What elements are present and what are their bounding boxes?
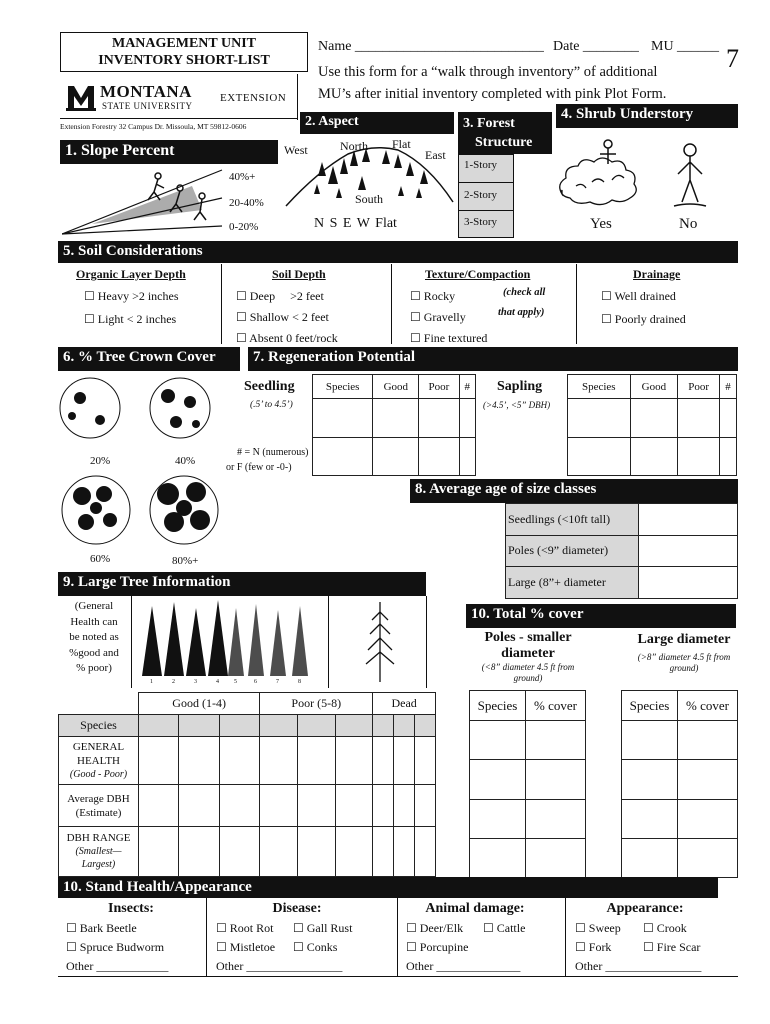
insects-title: Insects: xyxy=(108,901,154,916)
species-cell[interactable] xyxy=(394,715,415,737)
slope-illustration xyxy=(62,166,226,236)
sapling-table xyxy=(567,374,737,476)
slope-level-20-40[interactable]: 20-40% xyxy=(229,197,264,209)
seedling-cell[interactable] xyxy=(459,437,475,476)
aspect-south: South xyxy=(355,192,384,206)
poles-cell[interactable] xyxy=(470,760,526,799)
dbh-cell[interactable] xyxy=(394,785,415,827)
slope-level-40[interactable]: 40%+ xyxy=(229,171,256,183)
age-heading: 8. Average age of size classes xyxy=(410,479,738,503)
appearance-crook[interactable]: ☐ Crook xyxy=(643,921,687,936)
large-col-cover: % cover xyxy=(677,691,737,721)
sapling-cell[interactable] xyxy=(719,399,736,438)
mu-field[interactable]: MU ______ xyxy=(651,39,720,54)
disease-conks[interactable]: ☐ Conks xyxy=(293,940,337,955)
texture-heading: Texture/Compaction xyxy=(425,267,531,281)
crown-cover-icons xyxy=(58,372,228,568)
seedling-table xyxy=(312,374,476,476)
poles-cover-table xyxy=(469,690,586,878)
animal-cattle[interactable]: ☐ Cattle xyxy=(483,921,525,936)
species-cell[interactable] xyxy=(415,715,436,737)
large-cell[interactable] xyxy=(622,838,678,877)
appearance-other[interactable]: Other ________________ xyxy=(575,959,702,973)
bottom-rule xyxy=(58,976,738,977)
texture-fine[interactable]: ☐ Fine textured xyxy=(410,331,487,346)
sapling-cell[interactable] xyxy=(568,399,631,438)
shrub-no[interactable]: No xyxy=(679,216,698,232)
appearance-fire-scar[interactable]: ☐ Fire Scar xyxy=(643,940,700,955)
disease-mistletoe[interactable]: ☐ Mistletoe xyxy=(216,940,275,955)
soil-divider-1 xyxy=(221,264,222,344)
stand-divider-1 xyxy=(206,898,207,976)
large-cell[interactable] xyxy=(677,760,737,799)
range-cell[interactable] xyxy=(260,827,298,877)
soil-divider-3 xyxy=(576,264,577,344)
species-cell[interactable] xyxy=(297,715,335,737)
large-note: (>8” diameter 4.5 ft from ground) xyxy=(637,652,731,673)
trees-divider xyxy=(328,596,329,688)
insect-bark-beetle[interactable]: ☐ Bark Beetle xyxy=(66,921,137,936)
soil-heading: 5. Soil Considerations xyxy=(58,241,738,263)
aspect-heading: 2. Aspect xyxy=(300,112,454,134)
sapling-col-species: Species xyxy=(568,375,631,399)
name-field[interactable]: Name ___________________________ xyxy=(318,39,544,54)
soil-divider-2 xyxy=(391,264,392,344)
texture-rocky[interactable]: ☐ Rocky xyxy=(410,289,455,304)
poles-note: (<8” diameter 4.5 ft from ground) xyxy=(481,662,575,683)
regen-heading: 7. Regeneration Potential xyxy=(248,347,738,371)
texture-gravelly[interactable]: ☐ Gravelly xyxy=(410,310,466,325)
large-cover-table xyxy=(621,690,738,878)
health-cell[interactable] xyxy=(139,737,179,785)
seedling-cell[interactable] xyxy=(459,399,475,438)
insect-other[interactable]: Other ____________ xyxy=(66,959,169,973)
poles-col-species: Species xyxy=(470,691,526,721)
appearance-title: Appearance: xyxy=(606,901,684,916)
organic-light[interactable]: ☐ Light < 2 inches xyxy=(84,312,176,327)
row-label-range: DBH RANGE (Smallest— Largest) xyxy=(59,827,139,877)
structure-1-story[interactable]: 1-Story xyxy=(459,155,513,183)
disease-title: Disease: xyxy=(272,901,322,916)
slope-level-0-20[interactable]: 0-20% xyxy=(229,221,259,233)
health-cell[interactable] xyxy=(373,737,394,785)
depth-heading: Soil Depth xyxy=(272,267,326,281)
dbh-cell[interactable] xyxy=(260,785,298,827)
organic-heavy[interactable]: ☐ Heavy >2 inches xyxy=(84,289,179,304)
sapling-label: Sapling xyxy=(497,379,543,394)
sapling-cell[interactable] xyxy=(630,437,678,476)
blank-corner xyxy=(59,693,139,715)
large-cell[interactable] xyxy=(677,838,737,877)
seedling-range: (.5’ to 4.5’) xyxy=(250,400,293,410)
large-cell[interactable] xyxy=(677,721,737,760)
organic-heading: Organic Layer Depth xyxy=(76,267,186,281)
structure-2-story[interactable]: 2-Story xyxy=(459,183,513,211)
range-cell[interactable] xyxy=(179,827,219,877)
poles-title: Poles - smaller diameter xyxy=(484,630,572,661)
large-title: Large diameter xyxy=(637,632,731,647)
large-cell[interactable] xyxy=(622,721,678,760)
extension-label: EXTENSION xyxy=(220,92,287,104)
shrub-heading: 4. Shrub Understory xyxy=(556,104,738,128)
range-cell[interactable] xyxy=(297,827,335,877)
sapling-cell[interactable] xyxy=(678,399,720,438)
crown-80[interactable]: 80%+ xyxy=(172,555,199,567)
group-dead: Dead xyxy=(373,693,436,715)
regen-note-1: # = N (numerous) xyxy=(237,447,309,458)
disease-gall-rust[interactable]: ☐ Gall Rust xyxy=(293,921,352,936)
drainage-well[interactable]: ☐ Well drained xyxy=(601,289,676,304)
seedling-col-species: Species xyxy=(313,375,373,399)
health-cell[interactable] xyxy=(179,737,219,785)
sapling-cell[interactable] xyxy=(630,399,678,438)
health-cell[interactable] xyxy=(335,737,373,785)
seedling-cell[interactable] xyxy=(419,437,459,476)
tree-illustrations xyxy=(140,596,320,686)
aspect-west: West xyxy=(284,143,308,157)
sapling-range: (>4.5’, <5” DBH) xyxy=(483,400,551,410)
age-cell[interactable] xyxy=(639,535,738,567)
appearance-fork[interactable]: ☐ Fork xyxy=(575,940,611,955)
poles-col-cover: % cover xyxy=(525,691,585,721)
poles-cell[interactable] xyxy=(470,838,526,877)
crown-heading: 6. % Tree Crown Cover xyxy=(58,347,240,371)
health-cell[interactable] xyxy=(297,737,335,785)
aspect-options[interactable]: N S E W Flat xyxy=(314,216,397,231)
structure-3-story[interactable]: 3-Story xyxy=(464,216,497,228)
animal-porcupine[interactable]: ☐ Porcupine xyxy=(406,940,468,955)
instructions-line-1: Use this form for a “walk through inventory” of additional xyxy=(318,64,658,80)
seedling-col-count: # xyxy=(459,375,475,399)
health-cell[interactable] xyxy=(415,737,436,785)
shrub-yes-illustration xyxy=(552,134,662,212)
species-cell[interactable] xyxy=(373,715,394,737)
sapling-cell[interactable] xyxy=(678,437,720,476)
dbh-cell[interactable] xyxy=(373,785,394,827)
species-cell[interactable] xyxy=(335,715,373,737)
disease-root-rot[interactable]: ☐ Root Rot xyxy=(216,921,273,936)
poles-cell[interactable] xyxy=(525,760,585,799)
dbh-cell[interactable] xyxy=(415,785,436,827)
tree-numbers: 1 2 3 4 5 6 7 8 xyxy=(150,679,301,685)
range-cell[interactable] xyxy=(415,827,436,877)
forest-structure-heading: 3. Forest Structure xyxy=(458,112,552,154)
dbh-cell[interactable] xyxy=(139,785,179,827)
depth-shallow[interactable]: ☐ Shallow < 2 feet xyxy=(236,310,329,325)
crown-60[interactable]: 60% xyxy=(90,553,111,565)
drainage-heading: Drainage xyxy=(633,267,681,281)
range-cell[interactable] xyxy=(394,827,415,877)
health-cell[interactable] xyxy=(219,737,259,785)
sapling-col-poor: Poor xyxy=(678,375,720,399)
seedling-cell[interactable] xyxy=(419,399,459,438)
age-cell[interactable] xyxy=(639,567,738,599)
aspect-east: East xyxy=(425,148,446,162)
range-cell[interactable] xyxy=(139,827,179,877)
page-number: 7 xyxy=(726,44,739,73)
large-tree-table xyxy=(58,692,436,877)
stand-heading: 10. Stand Health/Appearance xyxy=(58,877,718,898)
aspect-flat: Flat xyxy=(392,137,411,151)
row-label-health: GENERAL HEALTH (Good - Poor) xyxy=(59,737,139,785)
stand-divider-2 xyxy=(397,898,398,976)
large-col-species: Species xyxy=(622,691,678,721)
slope-heading: 1. Slope Percent xyxy=(60,140,278,164)
large-tree-heading: 9. Large Tree Information xyxy=(58,572,426,596)
aspect-north: North xyxy=(340,139,368,153)
logo-sub: STATE UNIVERSITY xyxy=(102,101,193,111)
poles-cell[interactable] xyxy=(525,799,585,838)
depth-deep[interactable]: ☐ Deep >2 feet xyxy=(236,289,324,304)
dbh-cell[interactable] xyxy=(297,785,335,827)
sapling-col-count: # xyxy=(719,375,736,399)
crown-40[interactable]: 40% xyxy=(175,455,196,467)
msu-logo-icon xyxy=(66,82,96,112)
shrub-yes[interactable]: Yes xyxy=(590,216,612,232)
dbh-cell[interactable] xyxy=(335,785,373,827)
sapling-col-good: Good xyxy=(630,375,678,399)
disease-other[interactable]: Other ________________ xyxy=(216,959,343,973)
large-cell[interactable] xyxy=(677,799,737,838)
drainage-poor[interactable]: ☐ Poorly drained xyxy=(601,312,686,327)
seedling-col-good: Good xyxy=(373,375,419,399)
age-cell[interactable] xyxy=(639,504,738,536)
logo-block xyxy=(60,74,298,120)
crown-20[interactable]: 20% xyxy=(90,455,111,467)
seedling-cell[interactable] xyxy=(373,437,419,476)
poles-cell[interactable] xyxy=(470,799,526,838)
seedling-col-poor: Poor xyxy=(419,375,459,399)
animal-other[interactable]: Other ______________ xyxy=(406,959,521,973)
instructions-line-2: MU’s after initial inventory completed with pink Plot Form. xyxy=(318,86,667,102)
animal-deer-elk[interactable]: ☐ Deer/Elk xyxy=(406,921,463,936)
health-cell[interactable] xyxy=(394,737,415,785)
seedling-label: Seedling xyxy=(244,379,295,394)
sapling-cell[interactable] xyxy=(719,437,736,476)
texture-note-1: (check all xyxy=(503,287,546,298)
large-cell[interactable] xyxy=(622,760,678,799)
species-cell[interactable] xyxy=(139,715,179,737)
dbh-cell[interactable] xyxy=(219,785,259,827)
seedling-cell[interactable] xyxy=(313,437,373,476)
stand-divider-3 xyxy=(565,898,566,976)
group-good: Good (1-4) xyxy=(139,693,260,715)
range-cell[interactable] xyxy=(373,827,394,877)
appearance-sweep[interactable]: ☐ Sweep xyxy=(575,921,621,936)
logo-rule xyxy=(60,118,298,119)
cover-heading: 10. Total % cover xyxy=(466,604,736,628)
regen-note-2: or F (few or -0-) xyxy=(226,462,292,473)
address: Extension Forestry 32 Campus Dr. Missoula, MT 59812-0606 xyxy=(60,122,247,131)
age-seedlings: Seedlings (<10ft tall) xyxy=(506,504,639,536)
depth-absent[interactable]: ☐ Absent 0 feet/rock xyxy=(236,331,338,346)
texture-note-2: that apply) xyxy=(498,307,545,318)
row-label-dbh: Average DBH (Estimate) xyxy=(59,785,139,827)
poles-cell[interactable] xyxy=(525,838,585,877)
dbh-cell[interactable] xyxy=(179,785,219,827)
age-large: Large (8”+ diameter xyxy=(506,567,639,599)
forest-structure-options xyxy=(458,154,514,238)
age-poles: Poles (<9” diameter) xyxy=(506,535,639,567)
species-cell[interactable] xyxy=(260,715,298,737)
animal-title: Animal damage: xyxy=(425,901,525,916)
dead-tree-icon xyxy=(362,598,398,684)
shrub-no-illustration xyxy=(668,140,712,210)
logo-name: MONTANA xyxy=(100,82,192,101)
range-cell[interactable] xyxy=(335,827,373,877)
seedling-cell[interactable] xyxy=(373,399,419,438)
species-label: Species xyxy=(59,715,139,737)
large-tree-note: (General Health can be noted as %good and % poor) xyxy=(69,600,119,674)
large-cell[interactable] xyxy=(622,799,678,838)
group-poor: Poor (5-8) xyxy=(260,693,373,715)
sapling-cell[interactable] xyxy=(568,437,631,476)
seedling-cell[interactable] xyxy=(313,399,373,438)
date-field[interactable]: Date ________ xyxy=(553,39,639,54)
species-cell[interactable] xyxy=(179,715,219,737)
poles-cell[interactable] xyxy=(525,721,585,760)
poles-cell[interactable] xyxy=(470,721,526,760)
range-cell[interactable] xyxy=(219,827,259,877)
form-title: MANAGEMENT UNIT INVENTORY SHORT-LIST xyxy=(60,32,308,72)
insect-spruce-budworm[interactable]: ☐ Spruce Budworm xyxy=(66,940,164,955)
age-table xyxy=(505,503,738,599)
health-cell[interactable] xyxy=(260,737,298,785)
species-cell[interactable] xyxy=(219,715,259,737)
